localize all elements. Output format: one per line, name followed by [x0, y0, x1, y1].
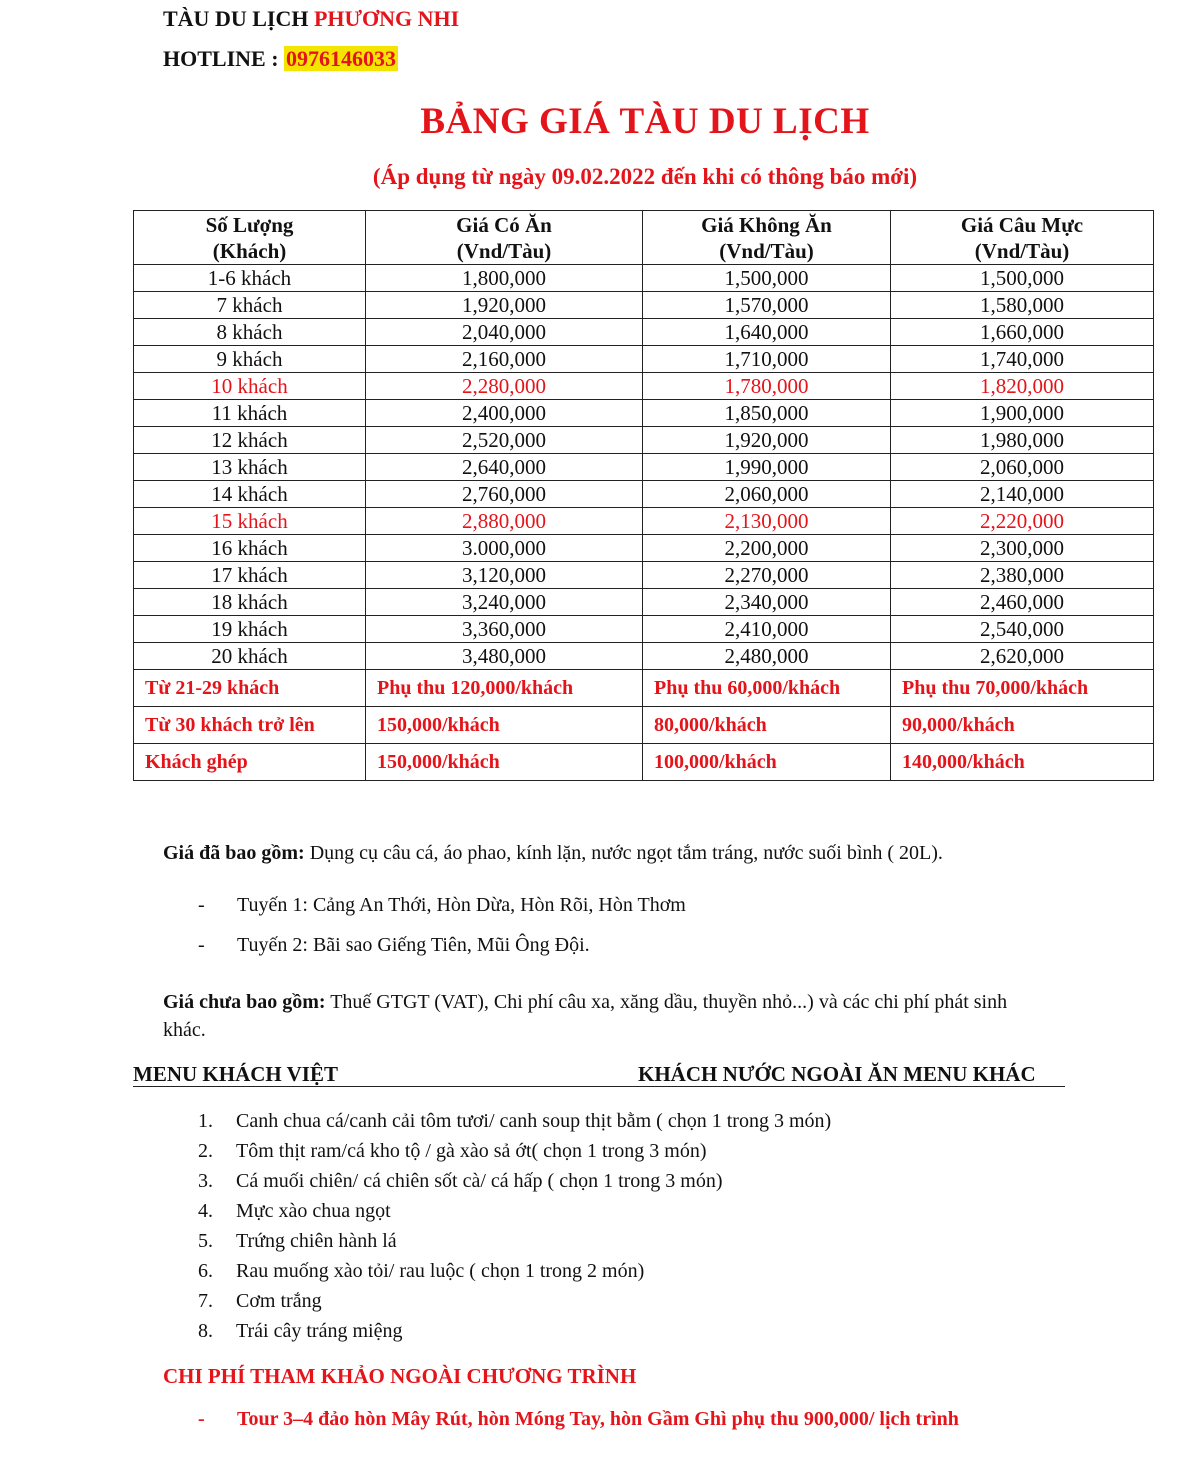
header-quantity — [134, 211, 366, 265]
table-cell: 1,920,000 — [366, 292, 643, 319]
bullet-dash: - — [198, 934, 205, 956]
table-cell: 2,040,000 — [366, 319, 643, 346]
page-subtitle: (Áp dụng từ ngày 09.02.2022 đến khi có thông báo mới) — [372, 164, 918, 189]
surcharge-row — [134, 707, 1154, 744]
included-note — [163, 839, 1123, 867]
menu-item-number: 5. — [198, 1230, 213, 1252]
table-cell: 2,540,000 — [891, 616, 1154, 643]
table-cell: 2,220,000 — [891, 508, 1154, 535]
table-cell: 11 khách — [134, 400, 366, 427]
table-row — [134, 319, 1154, 346]
menu-item — [198, 1196, 831, 1226]
company-highlight: PHƯƠNG NHI — [313, 6, 460, 31]
surcharge-cell: 80,000/khách — [643, 707, 891, 744]
table-cell: 17 khách — [134, 562, 366, 589]
table-cell: 2,640,000 — [366, 454, 643, 481]
table-row — [134, 643, 1154, 670]
menu-item-number: 7. — [198, 1290, 213, 1312]
table-cell: 2,410,000 — [643, 616, 891, 643]
route-item — [198, 894, 686, 917]
table-cell: 1,640,000 — [643, 319, 891, 346]
menu-item-text: Rau muống xào tỏi/ rau luộc ( chọn 1 trong 2 món) — [236, 1260, 645, 1282]
table-cell: 2,060,000 — [891, 454, 1154, 481]
table-row — [134, 589, 1154, 616]
surcharge-row — [134, 744, 1154, 781]
menu-list — [198, 1106, 831, 1346]
table-cell: 1,500,000 — [891, 265, 1154, 292]
surcharge-cell: Phụ thu 70,000/khách — [891, 670, 1154, 707]
header-line: Giá Câu Mực — [960, 212, 1084, 237]
table-cell: 1,990,000 — [643, 454, 891, 481]
surcharge-cell: 100,000/khách — [643, 744, 891, 781]
table-cell: 2,620,000 — [891, 643, 1154, 670]
table-cell: 8 khách — [134, 319, 366, 346]
price-table — [133, 210, 1154, 781]
table-cell: 2,400,000 — [366, 400, 643, 427]
menu-item — [198, 1286, 831, 1316]
bullet-dash: - — [198, 1408, 205, 1430]
table-row — [134, 616, 1154, 643]
menu-foreign-heading: KHÁCH NƯỚC NGOÀI ĂN MENU KHÁC — [638, 1062, 1036, 1086]
header-no-meal — [643, 211, 891, 265]
table-cell: 12 khách — [134, 427, 366, 454]
menu-item-text: Mực xào chua ngọt — [236, 1200, 391, 1222]
hotline — [163, 46, 398, 72]
table-cell: 1,800,000 — [366, 265, 643, 292]
menu-item-number: 3. — [198, 1170, 213, 1192]
table-cell: 13 khách — [134, 454, 366, 481]
included-text: Dụng cụ câu cá, áo phao, kính lặn, nước ngọt tắm tráng, nước suối bình ( 20L). — [304, 842, 943, 864]
included-label: Giá đã bao gồm: — [163, 842, 305, 864]
table-cell: 3,120,000 — [366, 562, 643, 589]
table-cell: 2,140,000 — [891, 481, 1154, 508]
table-cell: 20 khách — [134, 643, 366, 670]
table-cell: 2,200,000 — [643, 535, 891, 562]
extra-cost-heading: CHI PHÍ THAM KHẢO NGOÀI CHƯƠNG TRÌNH — [163, 1364, 637, 1388]
table-cell: 2,520,000 — [366, 427, 643, 454]
table-cell: 14 khách — [134, 481, 366, 508]
table-row — [134, 292, 1154, 319]
table-cell: 2,280,000 — [366, 373, 643, 400]
menu-item — [198, 1166, 831, 1196]
table-cell: 1,710,000 — [643, 346, 891, 373]
table-cell: 3.000,000 — [366, 535, 643, 562]
excluded-label: Giá chưa bao gồm: — [163, 991, 326, 1013]
table-row — [134, 265, 1154, 292]
table-cell: 2,480,000 — [643, 643, 891, 670]
surcharge-cell: Khách ghép — [134, 744, 366, 781]
route-text: Tuyến 1: Cảng An Thới, Hòn Dừa, Hòn Rõi, Hòn Thơm — [237, 894, 686, 916]
table-row — [134, 508, 1154, 535]
table-cell: 2,380,000 — [891, 562, 1154, 589]
table-cell: 7 khách — [134, 292, 366, 319]
route-item — [198, 934, 590, 957]
surcharge-cell: Phụ thu 120,000/khách — [366, 670, 643, 707]
menu-item — [198, 1226, 831, 1256]
table-cell: 19 khách — [134, 616, 366, 643]
company-name — [163, 6, 459, 32]
table-cell: 1,850,000 — [643, 400, 891, 427]
table-cell: 10 khách — [134, 373, 366, 400]
table-cell: 18 khách — [134, 589, 366, 616]
extra-cost-item — [198, 1408, 959, 1431]
surcharge-row — [134, 670, 1154, 707]
table-row — [134, 373, 1154, 400]
menu-item-number: 4. — [198, 1200, 213, 1222]
header-line: (Vnd/Tàu) — [456, 238, 552, 263]
table-cell: 2,130,000 — [643, 508, 891, 535]
hotline-number[interactable]: 0976146033 — [286, 46, 397, 71]
surcharge-cell: Từ 21-29 khách — [134, 670, 366, 707]
menu-item — [198, 1136, 831, 1166]
surcharge-cell: 150,000/khách — [366, 707, 643, 744]
table-cell: 2,460,000 — [891, 589, 1154, 616]
route-text: Tuyến 2: Bãi sao Giếng Tiên, Mũi Ông Đội. — [237, 934, 590, 956]
header-line: Giá Có Ăn — [456, 212, 552, 237]
excluded-text-cont: khác. — [163, 1019, 206, 1041]
table-cell: 2,300,000 — [891, 535, 1154, 562]
table-cell: 2,340,000 — [643, 589, 891, 616]
menu-item-text: Cơm trắng — [236, 1290, 322, 1312]
excluded-text: Thuế GTGT (VAT), Chi phí câu xa, xăng dầu, thuyền nhỏ...) và các chi phí phát sinh — [325, 991, 1008, 1013]
menu-item-text: Trái cây tráng miệng — [236, 1320, 403, 1342]
table-cell: 16 khách — [134, 535, 366, 562]
price-table-body — [134, 265, 1154, 781]
header-line: (Khách) — [212, 238, 287, 263]
surcharge-cell: 150,000/khách — [366, 744, 643, 781]
table-cell: 3,360,000 — [366, 616, 643, 643]
header-squid-fishing — [891, 211, 1154, 265]
surcharge-cell: 90,000/khách — [891, 707, 1154, 744]
surcharge-cell: 140,000/khách — [891, 744, 1154, 781]
hotline-label: HOTLINE : — [163, 46, 285, 71]
table-cell: 9 khách — [134, 346, 366, 373]
table-header-row — [134, 211, 1154, 265]
surcharge-cell: Phụ thu 60,000/khách — [643, 670, 891, 707]
menu-item — [198, 1106, 831, 1136]
page-title: BẢNG GIÁ TÀU DU LỊCH — [420, 101, 870, 142]
menu-item-text: Tôm thịt ram/cá kho tộ / gà xào sả ớt( chọn 1 trong 3 món) — [236, 1140, 707, 1162]
table-cell: 1,920,000 — [643, 427, 891, 454]
menu-item-text: Cá muối chiên/ cá chiên sốt cà/ cá hấp ( chọn 1 trong 3 món) — [236, 1170, 723, 1192]
table-cell: 1,580,000 — [891, 292, 1154, 319]
header-line: Số Lượng — [205, 212, 294, 237]
table-cell: 3,240,000 — [366, 589, 643, 616]
table-cell: 1,500,000 — [643, 265, 891, 292]
surcharge-cell: Từ 30 khách trở lên — [134, 707, 366, 744]
table-row — [134, 454, 1154, 481]
table-cell: 3,480,000 — [366, 643, 643, 670]
table-row — [134, 346, 1154, 373]
table-cell: 2,060,000 — [643, 481, 891, 508]
header-line: (Vnd/Tàu) — [719, 238, 814, 263]
menu-item-text: Canh chua cá/canh cải tôm tươi/ canh soup thịt bằm ( chọn 1 trong 3 món) — [236, 1110, 832, 1132]
extra-cost-text: Tour 3–4 đảo hòn Mây Rút, hòn Móng Tay, hòn Gầm Ghì phụ thu 900,000/ lịch trình — [237, 1408, 959, 1430]
menu-vietnamese-heading: MENU KHÁCH VIỆT — [133, 1062, 338, 1086]
menu-item — [198, 1316, 831, 1346]
table-row — [134, 535, 1154, 562]
bullet-dash: - — [198, 894, 205, 916]
table-cell: 1,900,000 — [891, 400, 1154, 427]
menu-item-number: 2. — [198, 1140, 213, 1162]
table-row — [134, 562, 1154, 589]
menu-item — [198, 1256, 831, 1286]
table-cell: 1-6 khách — [134, 265, 366, 292]
table-cell: 1,660,000 — [891, 319, 1154, 346]
menu-underline — [133, 1086, 1065, 1087]
table-cell: 1,820,000 — [891, 373, 1154, 400]
table-cell: 1,980,000 — [891, 427, 1154, 454]
table-row — [134, 400, 1154, 427]
menu-item-number: 8. — [198, 1320, 213, 1342]
table-cell: 2,160,000 — [366, 346, 643, 373]
menu-item-number: 1. — [198, 1110, 213, 1132]
table-row — [134, 481, 1154, 508]
table-cell: 2,880,000 — [366, 508, 643, 535]
menu-item-text: Trứng chiên hành lá — [236, 1230, 397, 1252]
table-cell: 1,570,000 — [643, 292, 891, 319]
header-line: Giá Không Ăn — [701, 212, 832, 237]
table-cell: 1,780,000 — [643, 373, 891, 400]
table-cell: 15 khách — [134, 508, 366, 535]
header-with-meal — [366, 211, 643, 265]
excluded-note — [163, 988, 1143, 1044]
company-prefix: TÀU DU LỊCH — [163, 6, 314, 31]
table-cell: 2,270,000 — [643, 562, 891, 589]
table-row — [134, 427, 1154, 454]
header-line: (Vnd/Tàu) — [974, 238, 1070, 263]
table-cell: 1,740,000 — [891, 346, 1154, 373]
menu-item-number: 6. — [198, 1260, 213, 1282]
table-cell: 2,760,000 — [366, 481, 643, 508]
